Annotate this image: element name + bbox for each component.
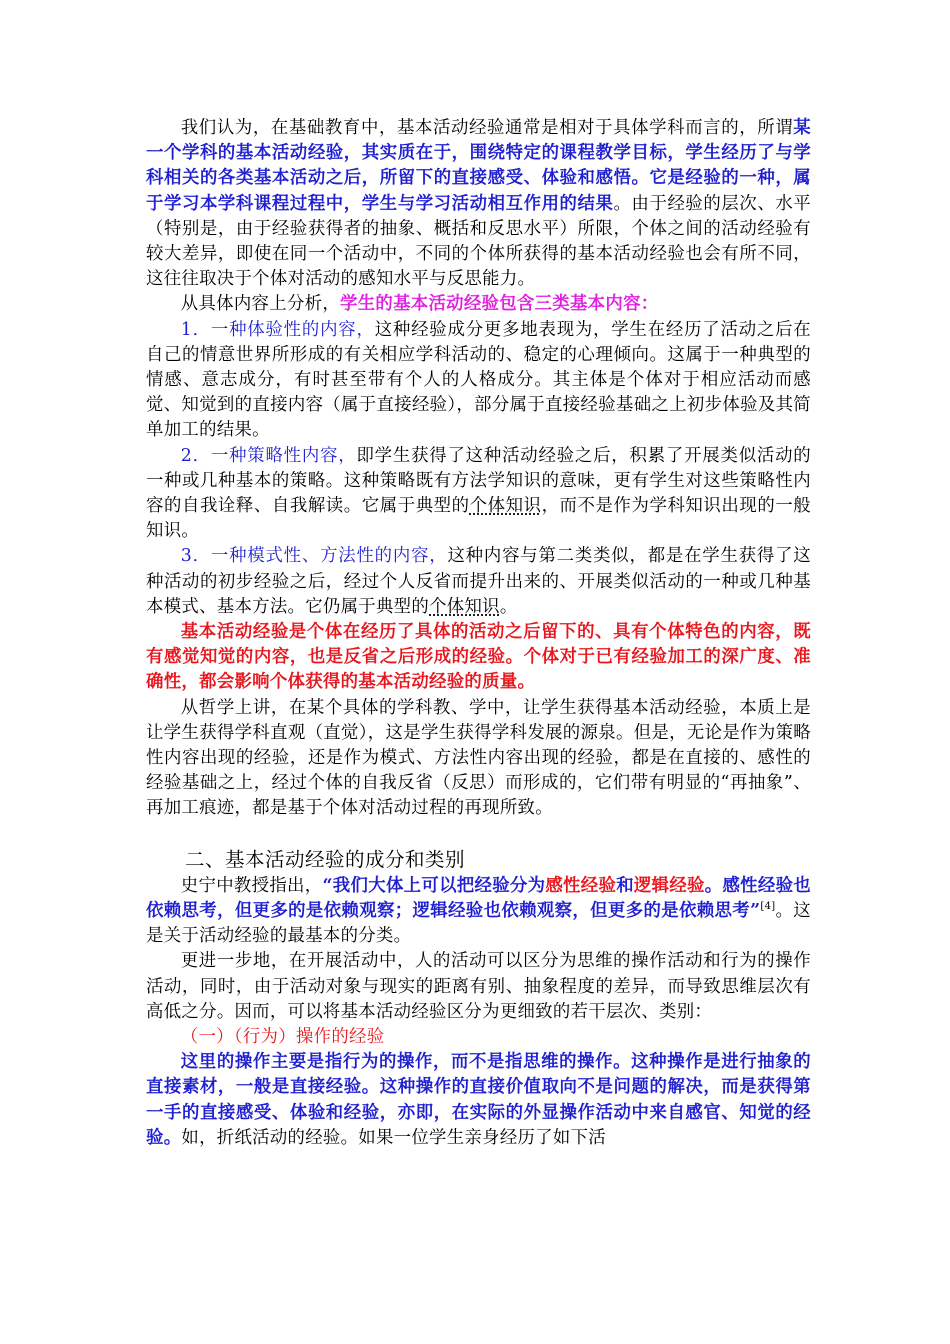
p8-term-logical: 逻辑经验 xyxy=(633,875,705,896)
p1-rest: 。由于经验的层次、水平（特别是，由于经验获得者的抽象、概括和反思水平）所限，个体之间的活动经验有较大差异，即使在同一个活动中，不同的个体所获得的基本活动经验也会有所不同，这往往取决于个体对活动的感知水平与反思能力。 xyxy=(146,193,811,290)
subsection-heading: （一）（行为）操作的经验 xyxy=(180,1026,385,1047)
paragraph-summary-highlight: 基本活动经验是个体在经历了具体的活动之后留下的、具有个体特色的内容，既有感觉知觉的内容，也是反省之后形成的经验。个体对于已有经验加工的深广度、准确性，都会影响个体获得的基本活动经验的质量。 xyxy=(146,622,811,693)
item-3-title: 3．一种模式性、方法性的内容， xyxy=(180,546,448,567)
p8-lead: 史宁中教授指出， xyxy=(180,875,323,896)
item-2-text: 即学生获得了这种活动经验之后，积累了开展类似活动的一种或几种基本的策略。这种策略既有方法学知识的意味，更有学生对这些策略性内容的自我诠释、自我解读。它属于典型的 xyxy=(146,445,811,517)
item-3-term: 个体知识 xyxy=(429,596,500,617)
item-2-title: 2．一种策略性内容， xyxy=(180,445,357,466)
paragraph-item-2 xyxy=(146,444,811,545)
p8-end: 。这是关于活动经验的最基本的分类。 xyxy=(146,900,811,947)
p2-lead: 从具体内容上分析， xyxy=(180,294,341,315)
item-1-title: 1．一种体验性的内容， xyxy=(180,319,375,340)
p10-rest: 如，折纸活动的经验。如果一位学生亲身经历了如下活 xyxy=(181,1127,606,1148)
paragraph-content-intro xyxy=(146,292,811,317)
item-3-text: 这种内容与第二类类似，都是在学生获得了这种活动的初步经验之后，经过个人反省而提升出来的、开展类似活动的一种或几种基本模式、基本方法。它仍属于典型的 xyxy=(146,546,811,617)
p8-term-perceptual: 感性经验 xyxy=(545,875,617,896)
p2-highlight: 学生的基本活动经验包含三类基本内容： xyxy=(340,294,659,315)
paragraph-classification xyxy=(146,874,811,950)
paragraph-operation xyxy=(146,1050,811,1151)
item-2-term: 个体知识 xyxy=(469,496,542,517)
citation-ref: [4] xyxy=(760,901,776,913)
item-1-text: 这种经验成分更多地表现为，学生在经历了活动之后在自己的情意世界所形成的有关相应学科活动的、稳定的心理倾向。这属于一种典型的情感、意志成分，有时甚至带有个人的人格成分。其主体是个体对于相应活动而感觉、知觉到的直接内容（属于直接经验），部分属于直接经验基础之上初步体验及其简单加工的结果。 xyxy=(146,319,811,441)
paragraph-definition xyxy=(146,116,811,292)
p8-and: 和 xyxy=(616,875,634,896)
paragraph-item-1 xyxy=(146,318,811,444)
p8-quote-rest: 。感性经验也依赖思考，但更多的是依赖观察；逻辑经验也依赖观察，但更多的是依赖思考” xyxy=(146,875,811,921)
section-heading: 二、基本活动经验的成分和类别 xyxy=(185,847,466,871)
document-body xyxy=(146,116,811,1151)
item-3-text-end: 。 xyxy=(499,596,518,617)
p1-highlight: 某一个学科的基本活动经验，其实质在于，围绕特定的课程教学目标，学生经历了与学科相关的各类基本活动之后，所留下的直接感受、体验和感悟。它是经验的一种，属于学习本学科课程过程中，学生与学习活动相互作用的结果 xyxy=(146,118,811,214)
paragraph-item-3 xyxy=(146,544,811,620)
p1-intro: 我们认为，在基础教育中，基本活动经验通常是相对于具体学科而言的，所谓 xyxy=(180,118,794,138)
p8-quote-start: “我们大体上可以把经验分为 xyxy=(322,875,546,896)
paragraph-further: 更进一步地，在开展活动中，人的活动可以区分为思维的操作活动和行为的操作活动，同时，由于活动对象与现实的距离有别、抽象程度的差异，而导致思维层次有高低之分。因而，可以将基本活动经验区分为更细致的若干层次、类别： xyxy=(146,951,811,1022)
p10-highlight: 这里的操作主要是指行为的操作，而不是指思维的操作。这种操作是进行抽象的直接素材，一般是直接经验。这种操作的直接价值取向不是问题的解决，而是获得第一手的直接感受、体验和经验，亦即，在实际的外显操作活动中来自感官、知觉的经验。 xyxy=(146,1052,811,1148)
paragraph-philosophy: 从哲学上讲，在某个具体的学科教、学中，让学生获得基本活动经验，本质上是让学生获得学科直观（直觉），这是学生获得学科发展的源泉。但是，无论是作为策略性内容出现的经验，还是作为模式、方法性内容出现的经验，都是在直接的、感性的经验基础之上，经过个体的自我反省（反思）而形成的，它们带有明显的“再抽象”、再加工痕迹，都是基于个体对活动过程的再现所致。 xyxy=(146,697,811,819)
item-2-text-end: ，而不是作为学科知识出现的一般知识。 xyxy=(146,496,811,542)
